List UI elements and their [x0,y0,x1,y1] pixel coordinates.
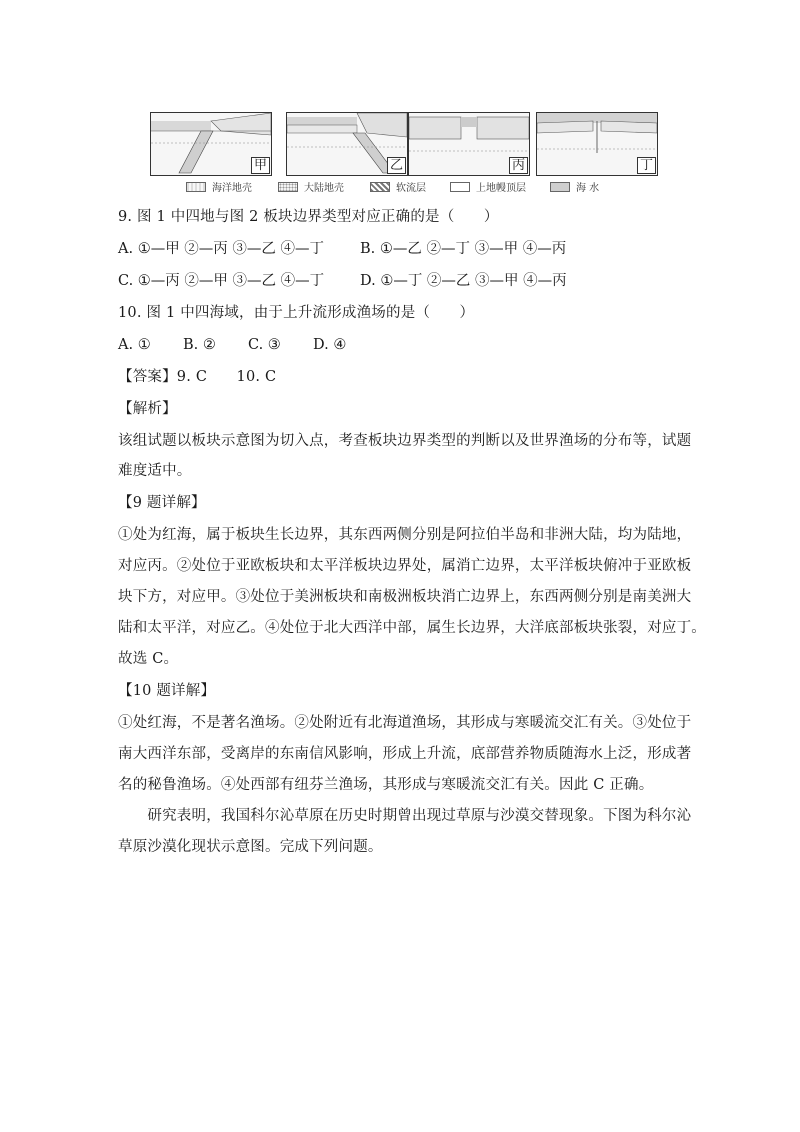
legend-item: 上地幔顶层 [450,179,526,194]
q10-option-d: D. ④ [313,337,347,353]
upper-mantle-swatch [450,182,470,192]
continental-crust-swatch [278,182,298,192]
analysis-line: 难度适中。 [118,463,192,479]
legend-item: 海洋地壳 [186,179,252,194]
detail-10-line: 南大西洋东部，受离岸的东南信风影响，形成上升流，底部营养物质随海水上泛，形成著 [118,746,692,762]
legend-item: 大陆地壳 [278,179,344,194]
detail-9-heading: 【9 题详解】 [118,495,206,511]
legend-item: 海 水 [550,179,599,194]
panel-jia [150,112,272,176]
seawater-swatch [550,182,570,192]
panel-label: 丁 [637,157,656,174]
detail-10-line: ①处红海，不是著名渔场。②处附近有北海道渔场，其形成与寒暖流交汇有关。③处位于 [118,715,692,731]
detail-10-line: 名的秘鲁渔场。④处西部有纽芬兰渔场，其形成与寒暖流交汇有关。因此 C 正确。 [118,777,654,793]
panel-bing [408,112,530,176]
intro-line: 研究表明，我国科尔沁草原在历史时期曾出现过草原与沙漠交替现象。下图为科尔沁 [118,808,692,824]
question-9-stem: 9. 图 1 中四地与图 2 板块边界类型对应正确的是（ ） [118,209,499,225]
figure-legend [186,179,686,193]
detail-10-heading: 【10 题详解】 [118,683,216,699]
plate-boundary-figure [150,112,680,196]
detail-9-line: 故选 C。 [118,651,179,667]
question-10-stem: 10. 图 1 中四海域，由于上升流形成渔场的是（ ） [118,305,475,321]
panel-yi [286,112,408,176]
legend-item: 软流层 [370,179,426,194]
detail-9-line: 块下方，对应甲。③处位于美洲板块和南极洲板块消亡边界上，东西两侧分别是南美洲大 [118,589,692,605]
panel-label: 乙 [387,157,406,174]
detail-9-line: ①处为红海，属于板块生长边界，其东西两侧分别是阿拉伯半岛和非洲大陆，均为陆地， [118,527,692,543]
detail-9-line: 陆和太平洋，对应乙。④处位于北大西洋中部，属生长边界，大洋底部板块张裂，对应丁。 [118,620,706,636]
analysis-heading: 【解析】 [118,401,177,417]
q9-option-c: C. ①—丙 ②—甲 ③—乙 ④—丁 [118,273,325,289]
panel-label: 丙 [509,157,528,174]
intro-line: 草原沙漠化现状示意图。完成下列问题。 [118,839,383,855]
q9-option-b: B. ①—乙 ②—丁 ③—甲 ④—丙 [360,241,567,257]
q10-option-a: A. ① [118,337,151,353]
q10-option-b: B. ② [183,337,216,353]
asthenosphere-swatch [370,182,390,192]
q9-option-a: A. ①—甲 ②—丙 ③—乙 ④—丁 [118,241,325,257]
detail-9-line: 对应丙。②处位于亚欧板块和太平洋板块边界处，属消亡边界，太平洋板块俯冲于亚欧板 [118,558,692,574]
analysis-line: 该组试题以板块示意图为切入点，考查板块边界类型的判断以及世界渔场的分布等，试题 [118,433,692,449]
panel-label: 甲 [251,157,270,174]
oceanic-crust-swatch [186,182,206,192]
answer-line: 【答案】9. C 10. C [118,369,277,385]
panel-ding [536,112,658,176]
q10-option-c: C. ③ [248,337,281,353]
q9-option-d: D. ①—丁 ②—乙 ③—甲 ④—丙 [360,273,567,289]
